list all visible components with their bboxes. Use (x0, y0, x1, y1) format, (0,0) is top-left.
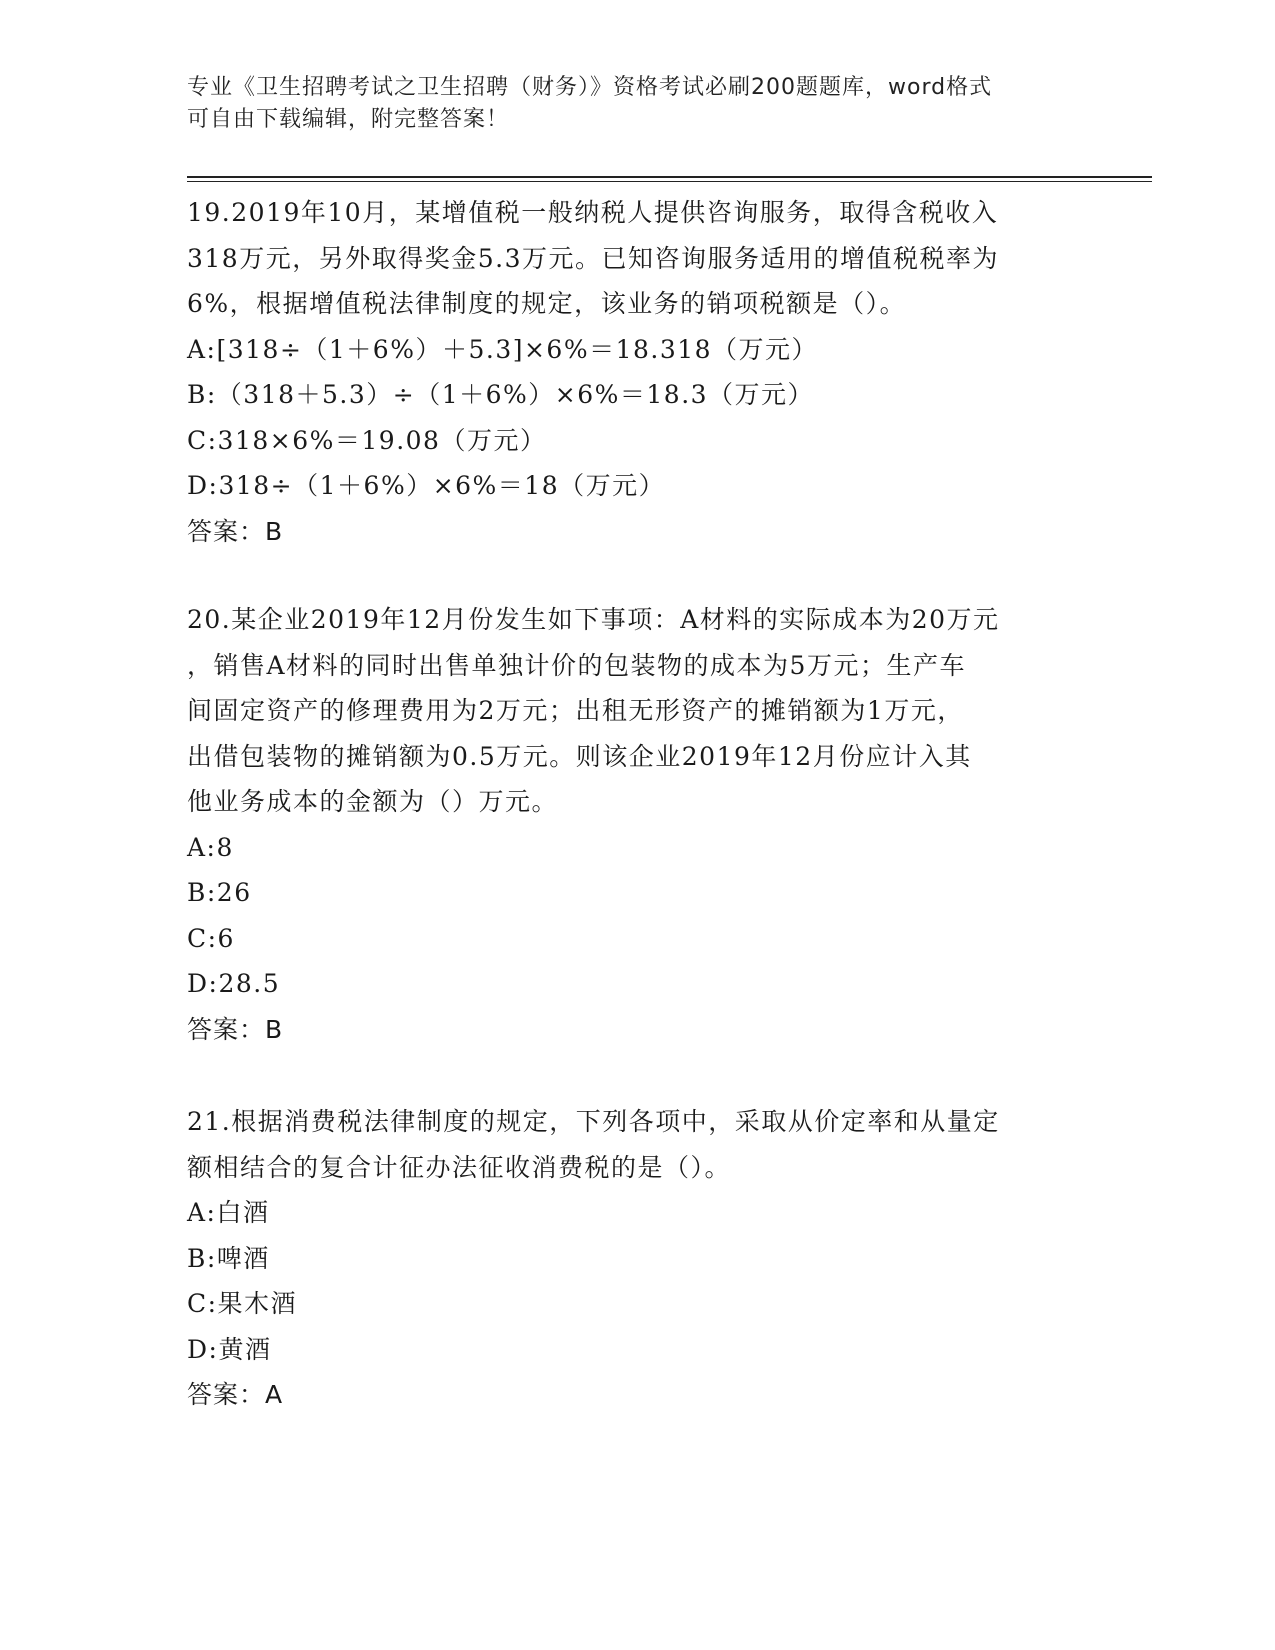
option-a: A:白酒 (187, 1198, 270, 1227)
option-c: C:6 (187, 923, 235, 953)
question-stem-line: 他业务成本的金额为（）万元。 (187, 787, 559, 816)
question-19 (187, 190, 1087, 554)
question-stem-line: ，销售A材料的同时出售单独计价的包装物的成本为5万元；生产车 (187, 650, 966, 680)
option-a: A:8 (187, 832, 234, 862)
question-stem-line: 间固定资产的修理费用为2万元；出租无形资产的摊销额为1万元， (187, 696, 964, 725)
question-21 (187, 1099, 1087, 1418)
option-b: B:26 (187, 878, 252, 907)
question-stem-line: 6%，根据增值税法律制度的规定，该业务的销项税额是（）。 (187, 289, 907, 318)
header-line-1: 专业《卫生招聘考试之卫生招聘（财务）》资格考试必刷200题题库，word格式 (187, 75, 993, 100)
header-divider-thick (187, 176, 1152, 178)
option-a: A:[318÷（1＋6%）＋5.3]×6%＝18.318（万元） (187, 334, 819, 364)
answer-label: 答案：B (187, 516, 284, 546)
question-stem-line: 318万元，另外取得奖金5.3万元。已知咨询服务适用的增值税税率为 (187, 243, 999, 273)
header-line-2: 可自由下载编辑，附完整答案！ (187, 107, 510, 132)
question-stem-line: 额相结合的复合计征办法征收消费税的是（）。 (187, 1152, 732, 1182)
option-c: C:果木酒 (187, 1289, 298, 1318)
option-d: D:黄酒 (187, 1334, 272, 1364)
answer-label: 答案：B (187, 1014, 284, 1044)
option-b: B:啤酒 (187, 1243, 270, 1273)
option-b: B:（318＋5.3）÷（1＋6%）×6%＝18.3（万元） (187, 380, 815, 409)
header-divider-thin (187, 181, 1152, 182)
option-c: C:318×6%＝19.08（万元） (187, 425, 547, 455)
option-d: D:318÷（1＋6%）×6%＝18（万元） (187, 471, 666, 500)
option-d: D:28.5 (187, 969, 281, 998)
question-stem-line: 20.某企业2019年12月份发生如下事项：A材料的实际成本为20万元 (187, 605, 1000, 634)
question-20 (187, 597, 1087, 1052)
question-stem-line: 出借包装物的摊销额为0.5万元。则该企业2019年12月份应计入其 (187, 741, 972, 771)
document-header (187, 72, 1087, 136)
answer-label: 答案：A (187, 1380, 284, 1409)
question-stem-line: 19.2019年10月，某增值税一般纳税人提供咨询服务，取得含税收入 (187, 198, 999, 227)
question-stem-line: 21.根据消费税法律制度的规定，下列各项中，采取从价定率和从量定 (187, 1107, 1000, 1136)
